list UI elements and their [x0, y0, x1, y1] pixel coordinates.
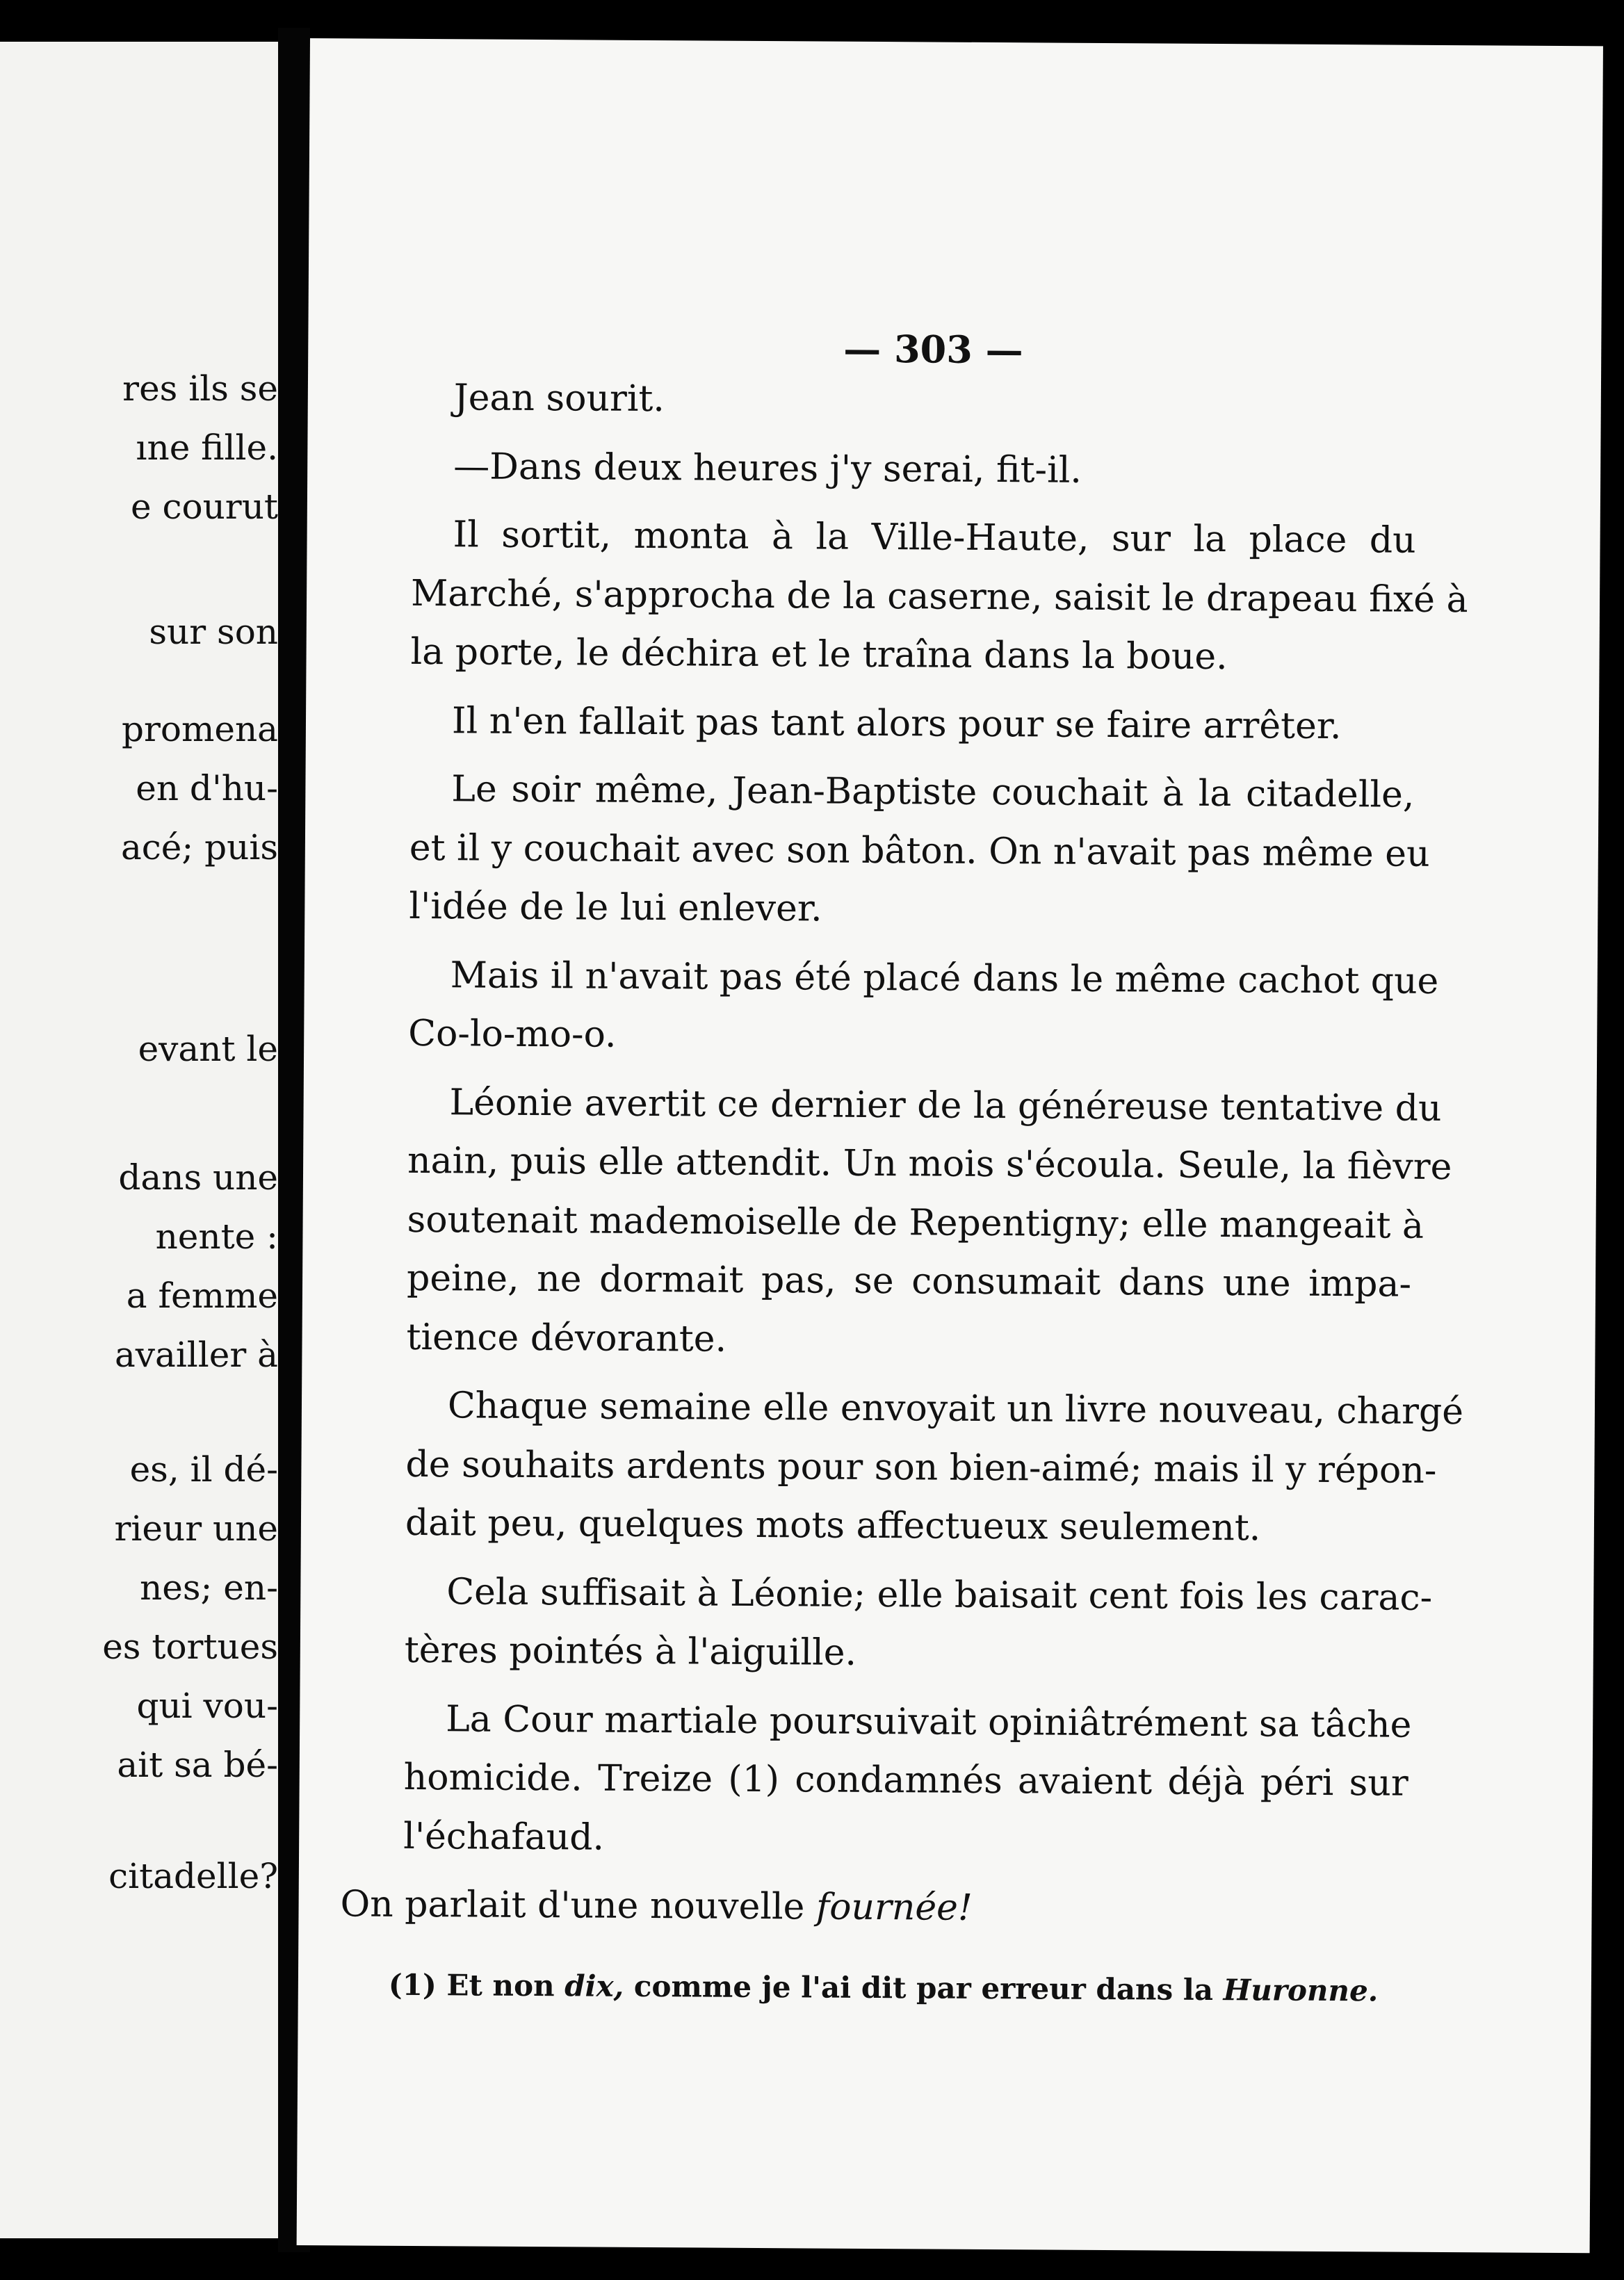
left-page-line: a femme	[126, 1276, 278, 1316]
left-page-line: promena	[121, 709, 278, 749]
left-page-line: sur son	[149, 612, 278, 652]
text-line: Mais il n'avait pas été placé dans le même cachot que	[450, 954, 1439, 1002]
last-line	[340, 1883, 973, 1929]
text-line: tience dévorante.	[406, 1316, 727, 1360]
text-line: dait peu, quelques mots affectueux seulement.	[405, 1501, 1261, 1549]
left-page-line: acé; puis	[120, 827, 278, 868]
text-line: Léonie avertit ce dernier de la généreuse tentative du	[449, 1081, 1442, 1130]
left-page-line: dans une	[118, 1157, 278, 1198]
text-line: homicide. Treize (1) condamnés avaient déjà péri sur	[403, 1756, 1408, 1805]
text-line: Le soir même, Jean-Baptiste couchait à la citadelle,	[451, 768, 1415, 816]
left-page-line: nente :	[155, 1216, 278, 1257]
last-line-text: On parlait d'une nouvelle	[340, 1883, 817, 1928]
text-line: et il y couchait avec son bâton. On n'avait pas même eu	[409, 826, 1430, 875]
text-line: Il n'en fallait pas tant alors pour se faire arrêter.	[451, 699, 1342, 747]
text-line: nain, puis elle attendit. Un mois s'écoula. Seule, la fièvre	[407, 1139, 1452, 1189]
text-line: de souhaits ardents pour son bien-aimé; mais il y répon-	[405, 1443, 1437, 1492]
left-page-line: ıne fille.	[136, 427, 278, 468]
left-page-line: availler à	[114, 1335, 278, 1375]
left-page-line: nes; en-	[140, 1568, 278, 1608]
text-line: peine, ne dormait pas, se consumait dans une impa-	[406, 1257, 1412, 1305]
left-page-line: evant le	[138, 1029, 278, 1069]
left-page-line: ait sa bé-	[117, 1745, 278, 1785]
text-line: Cela suffisait à Léonie; elle baisait cent fois les carac-	[446, 1570, 1433, 1619]
left-page-line: es tortues	[102, 1627, 278, 1667]
last-line-italic: fournée!	[815, 1886, 973, 1929]
footnote-text-1: Et non	[436, 1968, 565, 2003]
left-page-line: e courut	[131, 487, 278, 527]
text-line: La Cour martiale poursuivait opiniâtrément sa tâche	[446, 1697, 1412, 1746]
left-page-line: es, il dé-	[129, 1449, 278, 1490]
text-line: Chaque semaine elle envoyait un livre nouveau, chargé	[447, 1385, 1464, 1433]
text-line: la porte, le déchira et le traîna dans la boue.	[410, 630, 1228, 678]
text-line: l'échafaud.	[403, 1815, 605, 1859]
left-facing-page	[0, 42, 278, 2238]
left-page-line: rieur une	[114, 1508, 278, 1549]
footnote	[389, 1968, 1379, 2008]
right-page	[297, 38, 1603, 2253]
footnote-italic-1: dix,	[565, 1969, 624, 2003]
left-page-line: en d'hu-	[136, 768, 278, 808]
text-line: Il sortit, monta à la Ville-Haute, sur la place du	[453, 514, 1416, 562]
left-page-line: res ils se	[122, 368, 278, 409]
text-line: tères pointés à l'aiguille.	[404, 1629, 857, 1674]
text-line: soutenait mademoiselle de Repentigny; elle mangeait à	[407, 1198, 1424, 1247]
text-line: Co-lo-mo-o.	[408, 1012, 617, 1056]
text-line: l'idée de le lui enlever.	[409, 885, 822, 930]
footnote-italic-2: Huronne.	[1223, 1973, 1379, 2008]
left-page-line: citadelle?	[108, 1856, 278, 1896]
text-line: —Dans deux heures j'y serai, fit-il.	[453, 445, 1082, 491]
page-number: — 303 —	[843, 326, 1023, 373]
footnote-text-2: comme je l'ai dit par erreur dans la	[624, 1969, 1224, 2008]
footnote-marker: (1)	[388, 1967, 437, 2003]
left-page-line: qui vou-	[136, 1686, 278, 1726]
text-line: Marché, s'approcha de la caserne, saisit le drapeau fixé à	[410, 572, 1468, 621]
text-line: Jean sourit.	[453, 377, 665, 421]
